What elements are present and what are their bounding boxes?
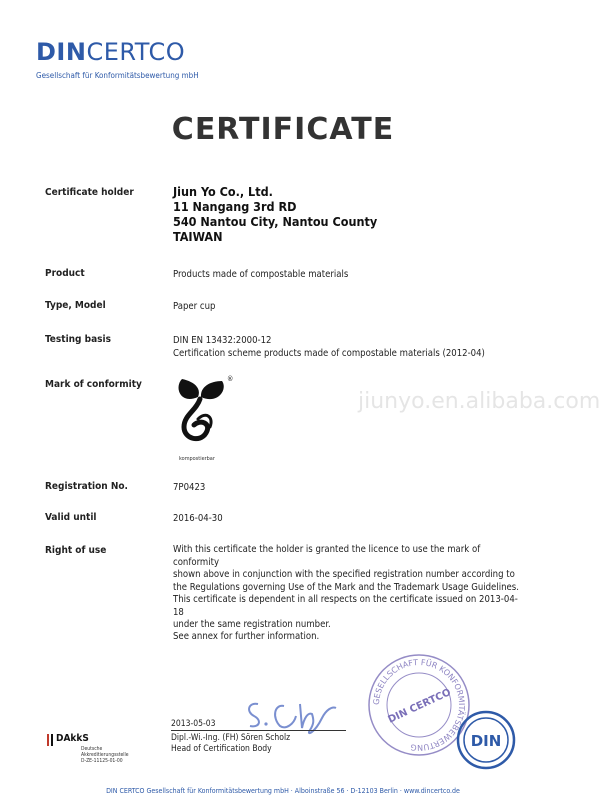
type-model-value: Paper cup [173, 301, 216, 312]
footer-address: DIN CERTCO Gesellschaft für Konformitätsbewertung mbH · Alboinstraße 56 · D-12103 Berlin · www.dincertco.de [106, 787, 460, 795]
dakks-line: Akkreditierungsstelle [81, 752, 129, 758]
registration-value: 7P0423 [173, 482, 206, 493]
right-of-use-label: Right of use [45, 545, 107, 556]
dakks-bars-icon [46, 733, 56, 747]
paragraph-line: under the same registration number. [173, 619, 331, 631]
dincertco-logo: DINCERTCO [36, 38, 186, 66]
holder-line: 11 Nangang 3rd RD [173, 199, 297, 214]
signatory-name: Dipl.-Wi.-Ing. (FH) Sören Scholz [171, 733, 291, 743]
stamp-ring-text: GESELLSCHAFT FÜR KONFORMITÄTSBEWERTUNG [371, 657, 467, 753]
registration-label: Registration No. [45, 481, 128, 492]
paragraph-line: the Regulations governing Use of the Mark and the Trademark Usage Guidelines. [173, 581, 519, 593]
dakks-name: DAkkS [56, 733, 89, 744]
paragraph-line: shown above in conjunction with the specified registration number according to [173, 569, 515, 581]
logo-subtitle: Gesellschaft für Konformitätsbewertung mbH [36, 71, 199, 80]
seedling-mark-icon [170, 375, 240, 457]
holder-label: Certificate holder [45, 187, 134, 198]
handwritten-signature [244, 694, 339, 734]
signature-line [171, 730, 346, 731]
signatory-title: Head of Certification Body [171, 744, 272, 754]
din-badge-text: DIN [470, 732, 502, 750]
holder-line: 540 Nantou City, Nantou County [173, 214, 378, 229]
mark-label: Mark of conformity [45, 379, 142, 390]
testing-basis-label: Testing basis [45, 334, 111, 345]
type-model-label: Type, Model [45, 300, 106, 311]
paragraph-line: With this certificate the holder is granted the licence to use the mark of conformity [173, 544, 481, 568]
dakks-line: D-ZE-11125-01-00 [81, 758, 123, 764]
registered-mark: ® [227, 375, 234, 383]
mark-caption: kompostierbar [179, 456, 215, 462]
testing-basis-line2: Certification scheme products made of compostable materials (2012-04) [173, 348, 485, 359]
product-value: Products made of compostable materials [173, 269, 349, 280]
valid-until-label: Valid until [45, 512, 97, 523]
valid-until-value: 2016-04-30 [173, 513, 223, 524]
annex-note: See annex for further information. [173, 631, 320, 642]
dakks-line: Deutsche [81, 746, 103, 752]
product-label: Product [45, 268, 85, 279]
stamp-center-text: DIN CERTCO [386, 687, 453, 726]
signature-date: 2013-05-03 [171, 719, 216, 729]
dakks-details [81, 746, 129, 764]
din-badge [456, 710, 516, 770]
holder-line: TAIWAN [173, 229, 223, 244]
right-of-use-paragraph [173, 544, 523, 594]
certificate-title: CERTIFICATE [171, 112, 395, 147]
watermark-text: jiunyo.en.alibaba.com [358, 389, 600, 414]
holder-address [173, 184, 377, 244]
signatory [171, 733, 290, 755]
paragraph-line: This certificate is dependent in all respects on the certificate issued on 2013-04-18 [173, 594, 518, 618]
dependency-paragraph [173, 594, 523, 632]
holder-line: Jiun Yo Co., Ltd. [173, 184, 273, 199]
testing-basis-line1: DIN EN 13432:2000-12 [173, 335, 272, 346]
